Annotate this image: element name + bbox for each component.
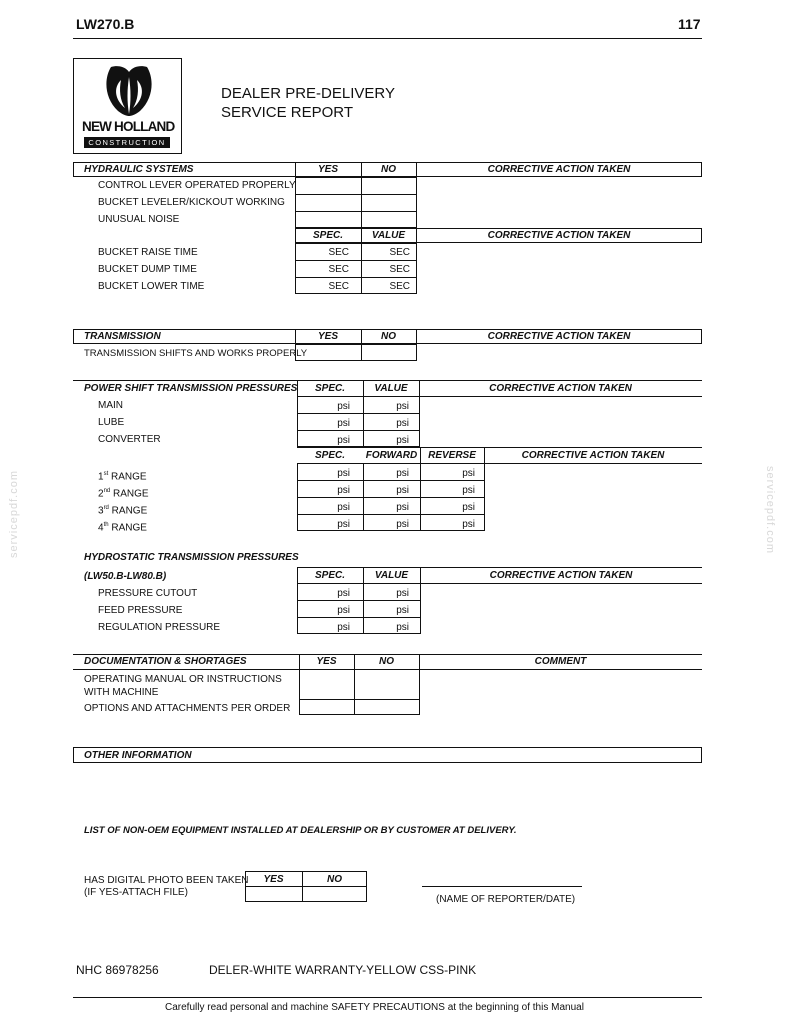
footer-rule [73,997,702,998]
range-spec-header: SPEC. [314,450,345,461]
range-label: 2nd RANGE [98,488,149,500]
hydraulic-item-label: BUCKET LEVELER/KICKOUT WORKING [98,197,285,208]
documentation-item-label: OPTIONS AND ATTACHMENTS PER ORDER [84,703,291,714]
sec-unit: SEC [328,281,349,292]
range-label: 4th RANGE [98,522,147,534]
hydraulic-spec-header: SPEC. [312,230,343,241]
psi-unit: psi [396,605,409,616]
transmission-action-header: CORRECTIVE ACTION TAKEN [487,331,631,342]
sec-unit: SEC [389,264,410,275]
psi-unit: psi [337,435,350,446]
sec-unit: SEC [328,247,349,258]
photo-yes-header: YES [263,874,284,885]
psi-unit: psi [337,605,350,616]
reporter-signature-line[interactable] [422,886,582,887]
hydraulic-check-grid[interactable] [295,177,417,228]
hydraulic-item-label: UNUSUAL NOISE [98,214,180,225]
hydrostatic-action-header: CORRECTIVE ACTION TAKEN [489,570,633,581]
pressure-label: MAIN [98,400,123,411]
documentation-item-label: WITH MACHINE [84,687,159,698]
transmission-yes-header: YES [317,331,338,342]
range-forward-header: FORWARD [365,450,418,461]
photo-question-note: (IF YES-ATTACH FILE) [84,887,188,898]
documentation-yes-header: YES [316,656,337,667]
psi-unit: psi [337,622,350,633]
psi-unit: psi [337,401,350,412]
psi-unit: psi [337,418,350,429]
powershift-spec-header: SPEC. [314,383,345,394]
documentation-check-grid[interactable] [299,669,420,715]
documentation-comment-header: COMMENT [534,656,587,667]
report-title-line1: DEALER PRE-DELIVERY [221,85,395,102]
hydraulic-value-header: VALUE [371,230,406,241]
hydrostatic-value-header: VALUE [374,570,409,581]
pressure-label: CONVERTER [98,434,161,445]
brand-division: CONSTRUCTION [84,137,170,148]
psi-unit: psi [396,468,409,479]
timing-label: BUCKET LOWER TIME [98,281,205,292]
range-action-header: CORRECTIVE ACTION TAKEN [521,450,665,461]
documentation-title: DOCUMENTATION & SHORTAGES [84,656,247,667]
photo-question: HAS DIGITAL PHOTO BEEN TAKEN [84,875,249,886]
transmission-no-header: NO [381,331,396,342]
psi-unit: psi [396,418,409,429]
report-title-line2: SERVICE REPORT [221,104,353,121]
hydrostatic-label: PRESSURE CUTOUT [98,588,198,599]
psi-unit: psi [396,502,409,513]
psi-unit: psi [337,502,350,513]
psi-unit: psi [462,502,475,513]
transmission-item-label: TRANSMISSION SHIFTS AND WORKS PROPERLY [84,348,308,359]
psi-unit: psi [337,519,350,530]
header-rule [73,38,702,39]
hydraulic-action-header: CORRECTIVE ACTION TAKEN [487,164,631,175]
hydrostatic-label: REGULATION PRESSURE [98,622,221,633]
psi-unit: psi [337,468,350,479]
psi-unit: psi [462,519,475,530]
leaf-emblem-icon [103,64,155,118]
hydraulic-title: HYDRAULIC SYSTEMS [84,164,194,175]
timing-label: BUCKET RAISE TIME [98,247,198,258]
hydrostatic-spec-header: SPEC. [314,570,345,581]
copy-distribution: DELER-WHITE WARRANTY-YELLOW CSS-PINK [209,963,477,977]
documentation-no-header: NO [379,656,394,667]
non-oem-heading: LIST OF NON-OEM EQUIPMENT INSTALLED AT DEALERSHIP OR BY CUSTOMER AT DELIVERY. [84,825,517,836]
sec-unit: SEC [389,247,410,258]
new-holland-logo [73,58,182,154]
range-label: 3rd RANGE [98,505,148,517]
other-info-title: OTHER INFORMATION [84,750,192,761]
psi-unit: psi [396,401,409,412]
page-number: 117 [678,16,701,32]
hydraulic-item-label: CONTROL LEVER OPERATED PROPERLY [98,180,296,191]
brand-name: NEW HOLLAND [82,119,175,134]
psi-unit: psi [396,485,409,496]
range-reverse-header: REVERSE [428,450,476,461]
hydrostatic-title: HYDROSTATIC TRANSMISSION PRESSURES [84,552,299,563]
hydraulic-no-header: NO [381,164,396,175]
hydraulic-yes-header: YES [317,164,338,175]
photo-no-header: NO [327,874,342,885]
range-label: 1st RANGE [98,471,147,483]
powershift-title: POWER SHIFT TRANSMISSION PRESSURES [84,383,298,394]
timing-label: BUCKET DUMP TIME [98,264,197,275]
hydraulic-action2-header: CORRECTIVE ACTION TAKEN [487,230,631,241]
sec-unit: SEC [389,281,410,292]
psi-unit: psi [396,622,409,633]
powershift-action-header: CORRECTIVE ACTION TAKEN [489,383,632,394]
transmission-check-grid[interactable] [295,344,417,361]
part-number: NHC 86978256 [76,963,159,977]
psi-unit: psi [462,468,475,479]
psi-unit: psi [396,519,409,530]
safety-notice: Carefully read personal and machine SAFETY PRECAUTIONS at the beginning of this Manual [165,1002,584,1013]
hydrostatic-models: (LW50.B-LW80.B) [84,571,167,582]
psi-unit: psi [396,588,409,599]
pressure-label: LUBE [98,417,125,428]
psi-unit: psi [337,485,350,496]
documentation-item-label: OPERATING MANUAL OR INSTRUCTIONS [84,674,282,685]
transmission-title: TRANSMISSION [84,331,161,342]
model-code: LW270.B [76,16,135,32]
psi-unit: psi [462,485,475,496]
watermark-left: servicepdf.com [7,470,20,558]
psi-unit: psi [337,588,350,599]
powershift-value-header: VALUE [374,383,408,394]
reporter-label: (NAME OF REPORTER/DATE) [436,894,576,905]
psi-unit: psi [396,435,409,446]
sec-unit: SEC [328,264,349,275]
hydrostatic-label: FEED PRESSURE [98,605,183,616]
watermark-right: servicepdf.com [763,466,776,554]
